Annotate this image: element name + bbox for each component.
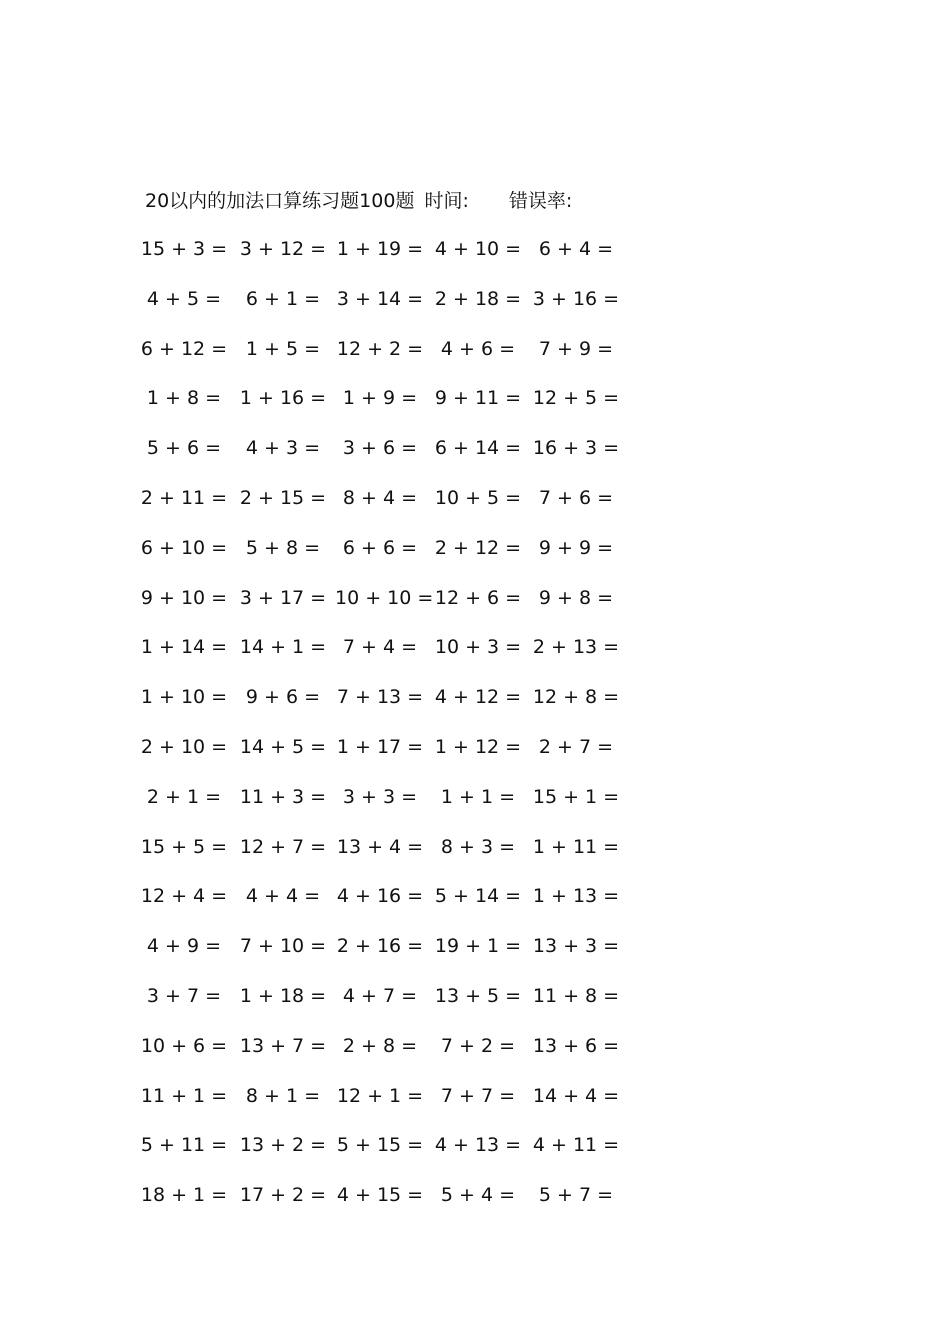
problem-item: 6 + 1 =	[245, 287, 321, 310]
problem-item: 2 + 16 =	[336, 935, 424, 958]
problem-item: 15 + 1 =	[532, 785, 620, 808]
problem-item: 13 + 6 =	[532, 1034, 620, 1057]
problem-item: 6 + 6 =	[342, 536, 418, 559]
problem-item: 4 + 5 =	[146, 287, 222, 310]
problem-item: 7 + 9 =	[538, 337, 614, 360]
problem-item: 1 + 1 =	[440, 785, 516, 808]
problem-item: 2 + 12 =	[434, 536, 522, 559]
problem-item: 3 + 16 =	[532, 287, 620, 310]
problem-item: 12 + 6 =	[434, 586, 522, 609]
problem-item: 8 + 1 =	[245, 1084, 321, 1107]
problem-item: 14 + 1 =	[239, 636, 327, 659]
problem-item: 12 + 2 =	[336, 337, 424, 360]
problem-item: 1 + 5 =	[245, 337, 321, 360]
problem-item: 12 + 8 =	[532, 686, 620, 709]
problem-item: 1 + 16 =	[239, 387, 327, 410]
problem-item: 6 + 4 =	[538, 238, 614, 260]
problem-item: 2 + 8 =	[342, 1034, 418, 1057]
problem-item: 13 + 3 =	[532, 935, 620, 958]
problem-item: 3 + 6 =	[342, 437, 418, 460]
problem-item: 4 + 12 =	[434, 686, 522, 709]
problem-item: 1 + 8 =	[146, 387, 222, 410]
problem-item: 10 + 5 =	[434, 487, 522, 509]
problem-item: 3 + 12 =	[239, 238, 327, 260]
problem-item: 1 + 19 =	[336, 238, 424, 260]
problem-item: 4 + 6 =	[440, 337, 516, 360]
problem-item: 3 + 7 =	[146, 985, 222, 1007]
problem-item: 7 + 7 =	[440, 1084, 516, 1107]
problem-item: 2 + 7 =	[538, 736, 614, 758]
problem-item: 7 + 4 =	[342, 636, 418, 659]
problem-item: 13 + 2 =	[239, 1134, 327, 1157]
problem-item: 1 + 11 =	[532, 835, 620, 858]
problem-item: 4 + 7 =	[342, 985, 418, 1007]
error-rate-label: 错误率:	[508, 190, 573, 212]
problem-item: 5 + 8 =	[245, 536, 321, 559]
problem-item: 2 + 11 =	[140, 487, 228, 509]
problem-item: 1 + 12 =	[434, 736, 522, 758]
problem-item: 4 + 9 =	[146, 935, 222, 958]
problem-item: 9 + 11 =	[434, 387, 522, 410]
problem-item: 1 + 18 =	[239, 985, 327, 1007]
problem-item: 9 + 10 =	[140, 586, 228, 609]
problem-item: 18 + 1 =	[140, 1184, 228, 1207]
problem-item: 4 + 11 =	[532, 1134, 620, 1157]
problem-item: 5 + 14 =	[434, 885, 522, 908]
problem-item: 12 + 1 =	[336, 1084, 424, 1107]
problem-item: 6 + 14 =	[434, 437, 522, 460]
problem-item: 4 + 10 =	[434, 238, 522, 260]
problem-item: 5 + 6 =	[146, 437, 222, 460]
problem-item: 2 + 13 =	[532, 636, 620, 659]
problem-item: 1 + 14 =	[140, 636, 228, 659]
problem-item: 6 + 12 =	[140, 337, 228, 360]
problem-item: 4 + 4 =	[245, 885, 321, 908]
problem-item: 11 + 3 =	[239, 785, 327, 808]
problem-item: 5 + 11 =	[140, 1134, 228, 1157]
problem-item: 4 + 15 =	[336, 1184, 424, 1207]
problem-item: 8 + 4 =	[342, 487, 418, 509]
problem-item: 12 + 7 =	[239, 835, 327, 858]
problem-item: 1 + 9 =	[342, 387, 418, 410]
problem-item: 5 + 7 =	[538, 1184, 614, 1207]
problem-item: 16 + 3 =	[532, 437, 620, 460]
problem-item: 17 + 2 =	[239, 1184, 327, 1207]
problem-item: 11 + 1 =	[140, 1084, 228, 1107]
problem-item: 1 + 10 =	[140, 686, 228, 709]
problem-item: 12 + 4 =	[140, 885, 228, 908]
problem-item: 1 + 13 =	[532, 885, 620, 908]
problem-item: 7 + 13 =	[336, 686, 424, 709]
problem-item: 19 + 1 =	[434, 935, 522, 958]
problem-item: 5 + 15 =	[336, 1134, 424, 1157]
problem-item: 6 + 10 =	[140, 536, 228, 559]
problem-item: 3 + 17 =	[239, 586, 327, 609]
problem-item: 5 + 4 =	[440, 1184, 516, 1207]
problem-item: 7 + 6 =	[538, 487, 614, 509]
problem-item: 15 + 3 =	[140, 238, 228, 260]
problem-item: 8 + 3 =	[440, 835, 516, 858]
problem-item: 4 + 16 =	[336, 885, 424, 908]
problem-item: 12 + 5 =	[532, 387, 620, 410]
title-text: 20以内的加法口算练习题100题	[145, 190, 415, 212]
problem-item: 14 + 4 =	[532, 1084, 620, 1107]
problem-item: 2 + 1 =	[146, 785, 222, 808]
problem-item: 11 + 8 =	[532, 985, 620, 1007]
problem-item: 10 + 3 =	[434, 636, 522, 659]
problem-item: 14 + 5 =	[239, 736, 327, 758]
time-label: 时间:	[424, 190, 469, 212]
problem-item: 13 + 4 =	[336, 835, 424, 858]
problem-item: 4 + 13 =	[434, 1134, 522, 1157]
problem-item: 10 + 6 =	[140, 1034, 228, 1057]
problem-item: 3 + 3 =	[342, 785, 418, 808]
problem-item: 13 + 7 =	[239, 1034, 327, 1057]
problem-item: 7 + 10 =	[239, 935, 327, 958]
problem-item: 2 + 18 =	[434, 287, 522, 310]
problem-item: 3 + 14 =	[336, 287, 424, 310]
problem-item: 7 + 2 =	[440, 1034, 516, 1057]
problem-item: 2 + 10 =	[140, 736, 228, 758]
problem-item: 15 + 5 =	[140, 835, 228, 858]
problem-item: 13 + 5 =	[434, 985, 522, 1007]
problem-item: 9 + 8 =	[538, 586, 614, 609]
problem-item: 9 + 6 =	[245, 686, 321, 709]
problem-item: 1 + 17 =	[336, 736, 424, 758]
problem-item: 9 + 9 =	[538, 536, 614, 559]
problem-item: 2 + 15 =	[239, 487, 327, 509]
problem-item: 10 + 10 =	[335, 586, 434, 609]
problem-item: 4 + 3 =	[245, 437, 321, 460]
